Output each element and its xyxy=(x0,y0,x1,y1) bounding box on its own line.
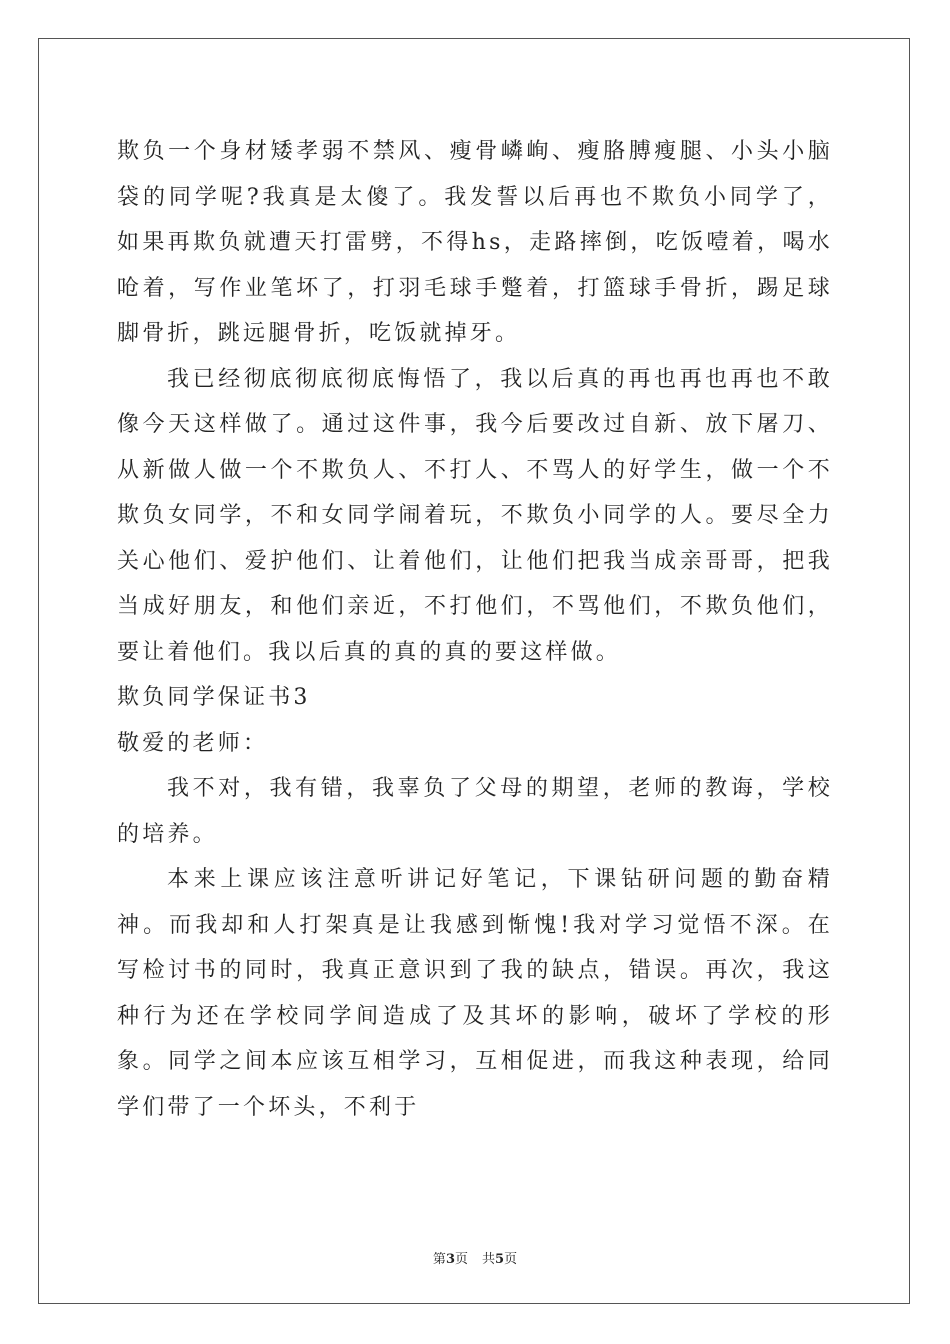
section-heading: 欺负同学保证书3 xyxy=(117,685,311,710)
document-body xyxy=(117,129,833,1130)
salutation: 敬爱的老师： xyxy=(117,730,269,756)
paragraph-2: 我已经彻底彻底彻底悔悟了，我以后真的再也再也再也不敢像今天这样做了。通过这件事，我今后要改过自新、放下屠刀、从新做人做一个不欺负人、不打人、不骂人的好学生，做一个不欺负女同学，不和女同学闹着玩，不欺负小同学的人。要尽全力关心他们、爱护他们、让着他们，让他们把我当成亲哥哥，把我当成好朋友，和他们亲近，不打他们，不骂他们，不欺负他们，要让着他们。我以后真的真的真的要这样做。 xyxy=(117,366,833,665)
paragraph-1: 欺负一个身材矮孝弱不禁风、瘦骨嶙峋、瘦胳膊瘦腿、小头小脑袋的同学呢?我真是太傻了。我发誓以后再也不欺负小同学了，如果再欺负就遭天打雷劈，不得hs，走路摔倒，吃饭噎着，喝水呛着，写作业笔坏了，打羽毛球手蹩着，打篮球手骨折，踢足球脚骨折，跳远腿骨折，吃饭就掉牙。 xyxy=(117,139,833,346)
paragraph-4: 本来上课应该注意听讲记好笔记，下课钻研问题的勤奋精神。而我却和人打架真是让我感到惭愧!我对学习觉悟不深。在写检讨书的同时，我真正意识到了我的缺点，错误。再次，我这种行为还在学校同学间造成了及其坏的影响，破坏了学校的形象。同学之间本应该互相学习，互相促进，而我这种表现，给同学们带了一个坏头，不利于 xyxy=(117,867,833,1120)
total-suffix: 页 xyxy=(504,1252,518,1267)
current-page-number: 3 xyxy=(445,1252,455,1267)
page-suffix: 页 xyxy=(454,1252,468,1267)
page-footer xyxy=(0,1248,950,1267)
page-prefix: 第 xyxy=(432,1252,446,1267)
paragraph-3: 我不对，我有错，我辜负了父母的期望，老师的教诲，学校的培养。 xyxy=(117,776,833,847)
total-prefix: 共 xyxy=(482,1252,496,1267)
total-page-number: 5 xyxy=(495,1252,505,1267)
